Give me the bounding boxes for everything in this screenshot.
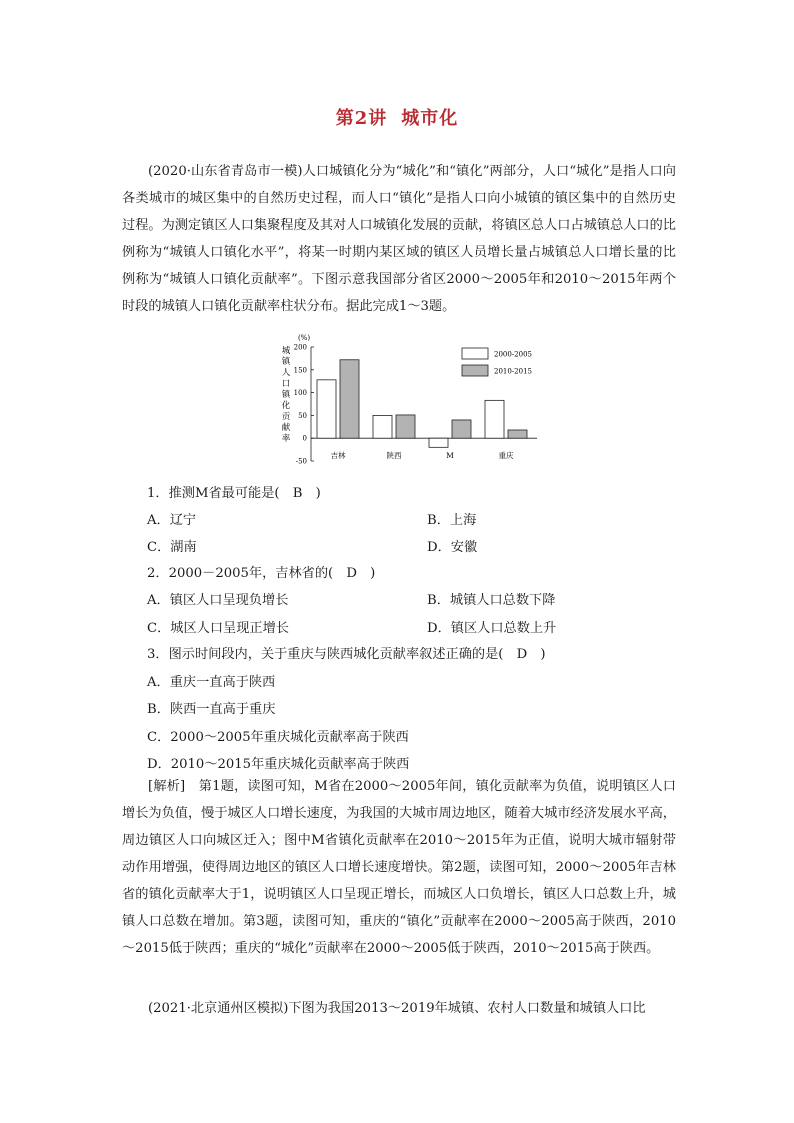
y-tick-label: -50 [295, 457, 307, 466]
question-2-stem: 2．2000－2005年，吉林省的( D ) [147, 566, 376, 581]
bar-吉林-2010-2015 [340, 360, 359, 438]
legend-swatch [462, 348, 488, 359]
legend-label: 2010-2015 [494, 367, 532, 376]
question-1-stem: 1．推测M省最可能是( B ) [147, 486, 321, 501]
page-title [0, 104, 794, 130]
x-tick-label: 陕西 [386, 451, 402, 461]
bar-陕西-2010-2015 [396, 415, 415, 438]
y-tick-label: 200 [293, 343, 307, 352]
question-2-option-c: C．城区人口呈现正增长 [147, 621, 289, 636]
title-topic: 城市化 [401, 108, 459, 129]
y-axis-label-char: 镇 [281, 390, 291, 400]
bar-chart [275, 328, 545, 468]
bar-M-2010-2015 [452, 420, 471, 438]
y-unit-label: (%) [297, 334, 311, 342]
question-2-option-b: B．城镇人口总数下降 [427, 593, 556, 608]
analysis-paragraph: [解析] 第1题，读图可知，M省在2000～2005年间，镇化贡献率为负值，说明镇区人口增长为负值，慢于城区人口增长速度，为我国的大城市周边地区，随着大城市经济发展水平高，周边镇区人口向城区迁入；图中M省镇化贡献率在2010～2015年为正值，说明大城市辐射带动作用增强，使得周边地区的镇区人口增长速度增快。第2题，读图可知，2000～2005年吉林省的镇化贡献率大于1，说明镇区人口呈现正增长，而城区人口负增长，镇区人口总数上升，城镇人口总数在增加。第3题，读图可知，重庆的“镇化”贡献率在2000～2005高于陕西，2010～2015低于陕西；重庆的“城化”贡献率在2000～2005低于陕西，2010～2015高于陕西。 [122, 779, 676, 956]
question-1-option-a: A．辽宁 [147, 513, 197, 528]
y-axis-label-char: 城 [281, 346, 291, 356]
y-axis-label-char: 化 [281, 401, 291, 411]
x-tick-label: 重庆 [498, 451, 514, 461]
y-tick-label: 100 [293, 389, 307, 398]
y-axis-label-char: 贡 [281, 412, 291, 422]
y-axis-label-char: 口 [281, 379, 291, 389]
question-1-option-d: D．安徽 [427, 540, 478, 555]
legend-label: 2000-2005 [494, 350, 532, 359]
y-tick-label: 0 [302, 434, 307, 443]
y-tick-label: 150 [293, 366, 307, 375]
y-axis-label-char: 人 [281, 368, 291, 378]
y-axis-label-char: 献 [281, 423, 291, 433]
question-1-option-c: C．湖南 [147, 540, 197, 555]
x-tick-label: M [446, 451, 454, 461]
question-2-option-a: A．镇区人口呈现负增长 [147, 593, 289, 608]
bar-M-2000-2005 [429, 438, 448, 447]
question-1-option-b: B．上海 [427, 513, 477, 528]
title-lecture: 第2讲 [335, 108, 388, 129]
y-tick-label: 50 [298, 411, 307, 420]
question-2-option-d: D．镇区人口总数上升 [427, 621, 557, 636]
y-axis-label-char: 率 [281, 434, 291, 444]
y-axis-label-char: 镇 [281, 357, 291, 367]
question-3-option-d: D．2010～2015年重庆城化贡献率高于陕西 [147, 757, 410, 772]
question-3-option-a: A．重庆一直高于陕西 [147, 675, 276, 690]
question-3-option-b: B．陕西一直高于重庆 [147, 702, 276, 717]
x-tick-label: 吉林 [330, 451, 346, 461]
bar-重庆-2000-2005 [485, 400, 504, 438]
intro-paragraph: (2020·山东省青岛市一模)人口城镇化分为“城化”和“镇化”两部分，人口“城化”是指人口向各类城市的城区集中的自然历史过程，而人口“镇化”是指人口向小城镇的镇区集中的自然历史过程。为测定镇区人口集聚程度及其对人口城镇化发展的贡献，将镇区总人口占城镇总人口的比例称为“城镇人口镇化水平”，将某一时期内某区域的镇区人员增长量占城镇总人口增长量的比例称为“城镇人口镇化贡献率”。下图示意我国部分省区2000～2005年和2010～2015年两个时段的城镇人口镇化贡献率柱状分布。据此完成1～3题。 [122, 164, 676, 314]
bar-陕西-2000-2005 [373, 415, 392, 438]
legend-swatch [462, 365, 488, 376]
bar-吉林-2000-2005 [317, 380, 336, 438]
next-question-intro: (2021·北京通州区模拟)下图为我国2013～2019年城镇、农村人口数量和城镇人口比 [148, 1001, 646, 1016]
bar-重庆-2010-2015 [508, 430, 527, 438]
question-3-option-c: C．2000～2005年重庆城化贡献率高于陕西 [147, 730, 409, 745]
question-3-stem: 3．图示时间段内，关于重庆与陕西城化贡献率叙述正确的是( D ) [147, 647, 546, 662]
